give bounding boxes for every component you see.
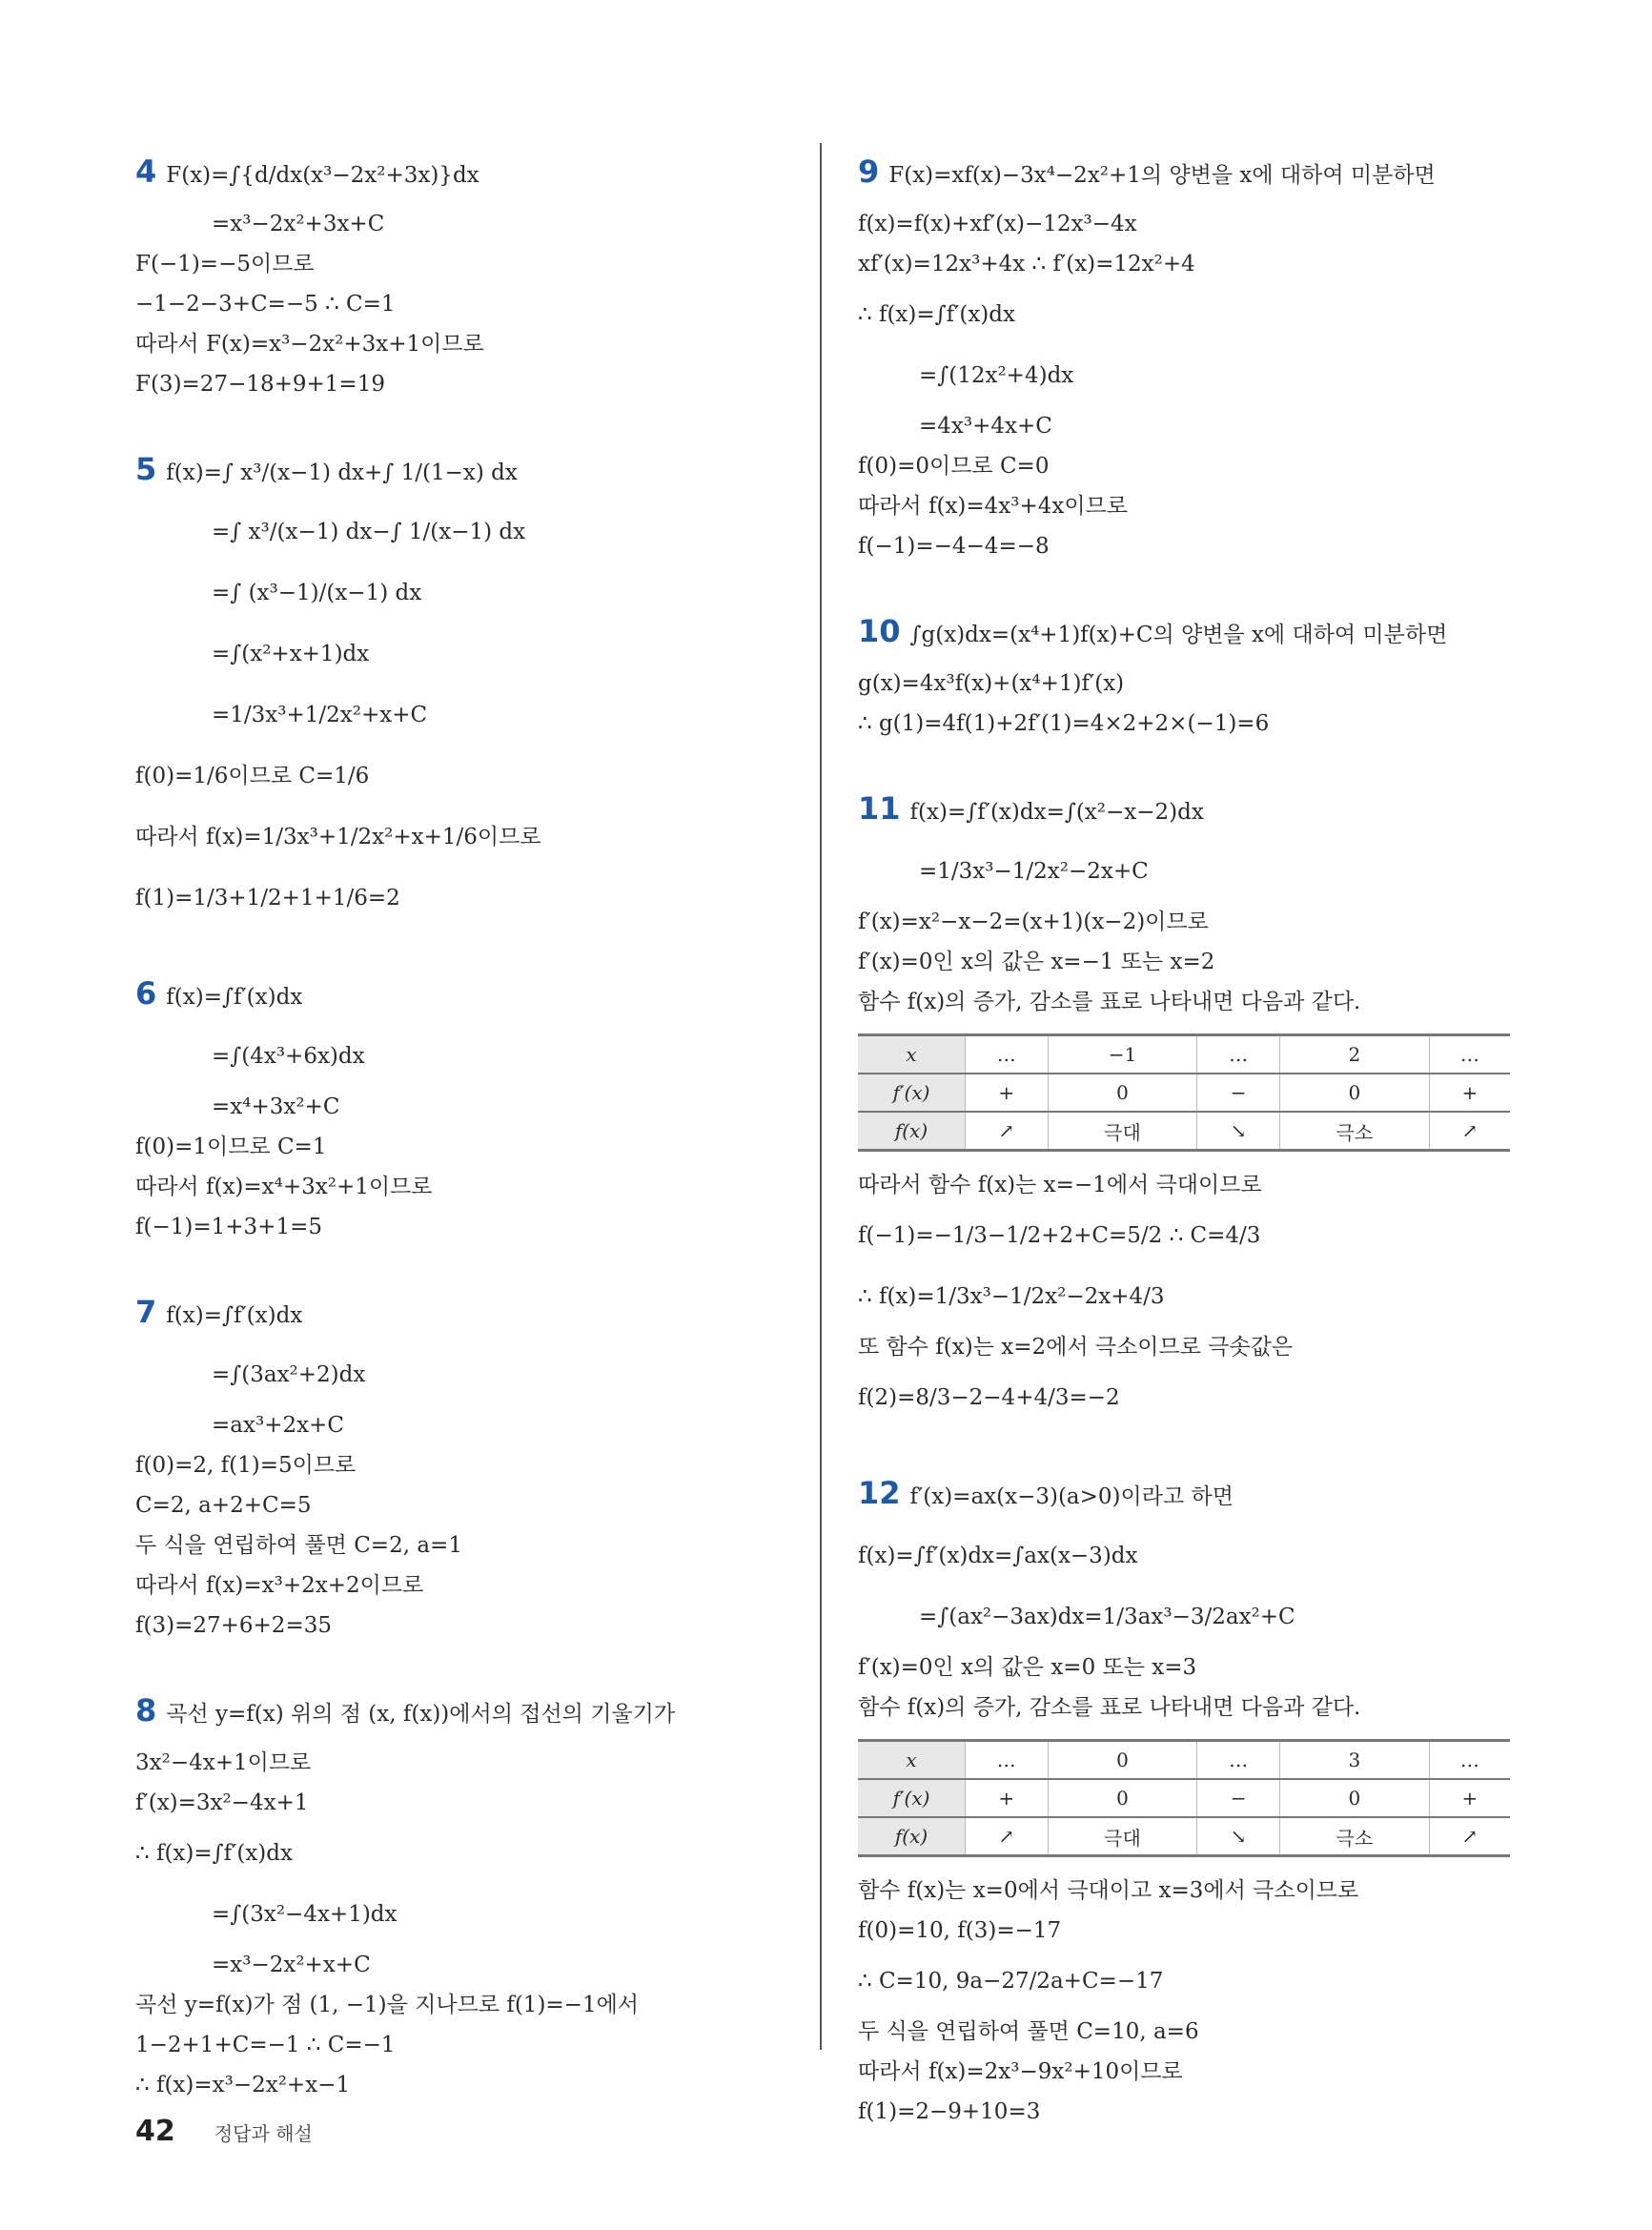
problem-5 (135, 440, 803, 929)
solution-line: f(−1)=−4−4=−8 (858, 534, 1050, 559)
solution-line: f′(x)=x²−x−2=(x+1)(x−2)이므로 (858, 910, 1209, 934)
table-row (858, 1112, 1510, 1151)
table-cell: ↗ (966, 1112, 1049, 1151)
page-number: 42 (135, 2115, 175, 2148)
solution-line: f(x)=∫ x³/(x−1) dx+∫ 1/(1−x) dx (166, 460, 518, 485)
solution-line: 함수 f(x)의 증가, 감소를 표로 나타내면 다음과 같다. (858, 990, 1361, 1014)
solution-line: f(0)=1이므로 C=1 (135, 1135, 327, 1159)
problem-first-line (858, 780, 1525, 841)
table-cell: ↘ (1197, 1112, 1280, 1151)
solution-line: f(x)=∫f′(x)dx (166, 985, 303, 1010)
solution-line: f′(x)=0인 x의 값은 x=−1 또는 x=2 (858, 950, 1215, 974)
table-cell: 극소 (1279, 1817, 1429, 1856)
solution-line: g(x)=4x³f(x)+(x⁴+1)f′(x) (858, 671, 1125, 696)
table-cell: f(x) (858, 1112, 966, 1151)
problem-number: 12 (858, 1475, 901, 1511)
solution-line: 3x²−4x+1이므로 (135, 1750, 312, 1775)
solution-line: 두 식을 연립하여 풀면 C=2, a=1 (135, 1533, 462, 1558)
table-cell: ↗ (1429, 1112, 1510, 1151)
solution-line: 함수 f(x)의 증가, 감소를 표로 나타내면 다음과 같다. (858, 1695, 1361, 1720)
table-cell: −1 (1048, 1035, 1197, 1074)
solution-line: =1/3x³+1/2x²+x+C (212, 703, 428, 727)
problem-4 (135, 143, 803, 404)
table-cell: 2 (1279, 1035, 1429, 1074)
solution-line: ∴ f(x)=∫f′(x)dx (858, 302, 1015, 327)
solution-line: 곡선 y=f(x)가 점 (1, −1)을 지나므로 f(1)=−1에서 (135, 1993, 640, 2017)
solution-line: =∫(ax²−3ax)dx=1/3ax³−3/2ax²+C (919, 1605, 1295, 1629)
solution-line: =∫(3x²−4x+1)dx (212, 1902, 398, 1927)
problem-number: 4 (135, 153, 157, 190)
solution-line: f(1)=1/3+1/2+1+1/6=2 (135, 886, 400, 910)
solution-line: f′(x)=3x²−4x+1 (135, 1790, 309, 1815)
table-cell: f(x) (858, 1817, 966, 1856)
problem-number: 9 (858, 153, 880, 190)
solution-line: f(x)=∫f′(x)dx=∫ax(x−3)dx (858, 1544, 1138, 1568)
solution-line: f(−1)=1+3+1=5 (135, 1215, 322, 1239)
solution-line: 따라서 f(x)=2x³−9x²+10이므로 (858, 2059, 1183, 2084)
problem-10 (858, 603, 1525, 744)
problem-number: 7 (135, 1294, 157, 1330)
table-cell: 0 (1279, 1074, 1429, 1112)
solution-line: C=2, a+2+C=5 (135, 1493, 312, 1518)
table-cell: + (966, 1779, 1049, 1817)
solution-line: f(x)=f(x)+xf′(x)−12x³−4x (858, 212, 1137, 236)
solution-line: =1/3x³−1/2x²−2x+C (919, 859, 1149, 884)
table-cell: 3 (1279, 1741, 1429, 1780)
table-cell: + (1429, 1074, 1510, 1112)
problem-first-line (135, 965, 803, 1026)
problem-11 (858, 780, 1525, 1428)
table-row (858, 1035, 1510, 1074)
table-cell: x (858, 1741, 966, 1780)
table-cell: 극대 (1048, 1817, 1197, 1856)
solution-line: 두 식을 연립하여 풀면 C=10, a=6 (858, 2019, 1199, 2044)
solution-line: =∫ x³/(x−1) dx−∫ 1/(x−1) dx (212, 520, 526, 544)
table-cell: f′(x) (858, 1074, 966, 1112)
table-cell: … (966, 1035, 1049, 1074)
solution-line: −1−2−3+C=−5 ∴ C=1 (135, 292, 396, 317)
problem-number: 10 (858, 613, 901, 649)
solution-line: ∫g(x)dx=(x⁴+1)f(x)+C의 양변을 x에 대하여 미분하면 (909, 623, 1448, 647)
table-cell: … (1429, 1741, 1510, 1780)
solution-line: 따라서 f(x)=x⁴+3x²+1이므로 (135, 1175, 433, 1199)
solution-line: =∫(12x²+4)dx (919, 363, 1074, 388)
table-cell: … (1197, 1741, 1280, 1780)
solution-line: =x³−2x²+3x+C (212, 212, 385, 236)
left-column (135, 143, 803, 2141)
table-cell: ↘ (1197, 1817, 1280, 1856)
solution-line: f(x)=∫f′(x)dx (166, 1303, 303, 1328)
table-cell: … (966, 1741, 1049, 1780)
solution-line: F(x)=∫{d/dx(x³−2x²+3x)}dx (166, 163, 479, 188)
solution-line: ∴ f(x)=∫f′(x)dx (135, 1841, 293, 1866)
solution-line: =∫(4x³+6x)dx (212, 1044, 365, 1069)
problem-first-line (135, 440, 803, 501)
problem-first-line (858, 603, 1525, 664)
solution-line: f(−1)=−1/3−1/2+2+C=5/2 ∴ C=4/3 (858, 1223, 1261, 1248)
solution-line: 따라서 F(x)=x³−2x²+3x+1이므로 (135, 332, 484, 357)
table-cell: + (966, 1074, 1049, 1112)
problem-12 (858, 1464, 1525, 2132)
solution-line: 1−2+1+C=−1 ∴ C=−1 (135, 2033, 396, 2057)
problem-first-line (858, 1464, 1525, 1525)
table-cell: 극소 (1279, 1112, 1429, 1151)
sign-table (858, 1739, 1510, 1857)
solution-line: =x⁴+3x²+C (212, 1095, 340, 1119)
solution-line: f(x)=∫f′(x)dx=∫(x²−x−2)dx (909, 800, 1204, 825)
problem-first-line (135, 1283, 803, 1344)
solution-line: f′(x)=0인 x의 값은 x=0 또는 x=3 (858, 1655, 1197, 1680)
solution-line: 곡선 y=f(x) 위의 점 (x, f(x))에서의 접선의 기울기가 (166, 1702, 676, 1727)
problem-6 (135, 965, 803, 1247)
column-divider (820, 143, 822, 2050)
table-row (858, 1074, 1510, 1112)
solution-line: xf′(x)=12x³+4x ∴ f′(x)=12x²+4 (858, 252, 1195, 276)
solution-line: f(2)=8/3−2−4+4/3=−2 (858, 1385, 1120, 1410)
table-cell: 0 (1048, 1074, 1197, 1112)
solution-line: =∫(3ax²+2)dx (212, 1362, 366, 1387)
table-cell: + (1429, 1779, 1510, 1817)
solution-line: F(3)=27−18+9+1=19 (135, 372, 385, 397)
table-cell: 0 (1048, 1779, 1197, 1817)
solution-line: 함수 f(x)는 x=0에서 극대이고 x=3에서 극소이므로 (858, 1878, 1359, 1903)
table-row (858, 1817, 1510, 1856)
solution-line: 또 함수 f(x)는 x=2에서 극소이므로 극솟값은 (858, 1335, 1294, 1360)
solution-line: 따라서 f(x)=4x³+4x이므로 (858, 494, 1129, 519)
table-row (858, 1741, 1510, 1780)
table-cell: f′(x) (858, 1779, 966, 1817)
problem-number: 6 (135, 975, 157, 1012)
sign-table (858, 1033, 1510, 1152)
solution-line: =ax³+2x+C (212, 1413, 344, 1438)
table-cell: x (858, 1035, 966, 1074)
solution-line: ∴ f(x)=x³−2x²+x−1 (135, 2073, 351, 2097)
solution-line: f(3)=27+6+2=35 (135, 1613, 332, 1638)
problem-first-line (135, 1682, 803, 1743)
problem-first-line (858, 143, 1525, 204)
solution-line: 따라서 함수 f(x)는 x=−1에서 극대이므로 (858, 1173, 1262, 1197)
solution-line: =4x³+4x+C (919, 414, 1052, 439)
solution-line: f(0)=2, f(1)=5이므로 (135, 1453, 357, 1478)
problem-number: 11 (858, 790, 901, 827)
problem-8 (135, 1682, 803, 2105)
solution-line: f(0)=0이므로 C=0 (858, 454, 1050, 479)
table-cell: − (1197, 1074, 1280, 1112)
problem-number: 8 (135, 1692, 157, 1729)
table-cell: 극대 (1048, 1112, 1197, 1151)
solution-line: 따라서 f(x)=1/3x³+1/2x²+x+1/6이므로 (135, 825, 541, 849)
table-cell: − (1197, 1779, 1280, 1817)
solution-line: F(x)=xf(x)−3x⁴−2x²+1의 양변을 x에 대하여 미분하면 (888, 163, 1436, 188)
problem-7 (135, 1283, 803, 1646)
table-cell: … (1429, 1035, 1510, 1074)
right-column (858, 143, 1525, 2168)
table-cell: 0 (1048, 1741, 1197, 1780)
solution-line: F(−1)=−5이므로 (135, 252, 315, 276)
solution-line: =∫(x²+x+1)dx (212, 642, 370, 666)
solution-line: f(0)=1/6이므로 C=1/6 (135, 764, 370, 788)
table-row (858, 1779, 1510, 1817)
table-cell: ↗ (966, 1817, 1049, 1856)
footer-title: 정답과 해설 (214, 2122, 313, 2145)
page-footer (135, 2115, 313, 2148)
table-cell: … (1197, 1035, 1280, 1074)
solution-line: f(1)=2−9+10=3 (858, 2099, 1041, 2124)
solution-line: 따라서 f(x)=x³+2x+2이므로 (135, 1573, 424, 1598)
solution-line: =∫ (x³−1)/(x−1) dx (212, 581, 422, 605)
table-cell: ↗ (1429, 1817, 1510, 1856)
solution-line: ∴ f(x)=1/3x³−1/2x²−2x+4/3 (858, 1284, 1165, 1309)
problem-9 (858, 143, 1525, 566)
problem-first-line (135, 143, 803, 204)
solution-line: =x³−2x²+x+C (212, 1953, 371, 1977)
solution-line: ∴ g(1)=4f(1)+2f′(1)=4×2+2×(−1)=6 (858, 711, 1270, 736)
solution-line: f′(x)=ax(x−3)(a>0)이라고 하면 (909, 1484, 1234, 1509)
table-cell: 0 (1279, 1779, 1429, 1817)
problem-number: 5 (135, 451, 157, 487)
solution-line: f(0)=10, f(3)=−17 (858, 1918, 1062, 1943)
solution-line: ∴ C=10, 9a−27/2a+C=−17 (858, 1969, 1164, 1994)
